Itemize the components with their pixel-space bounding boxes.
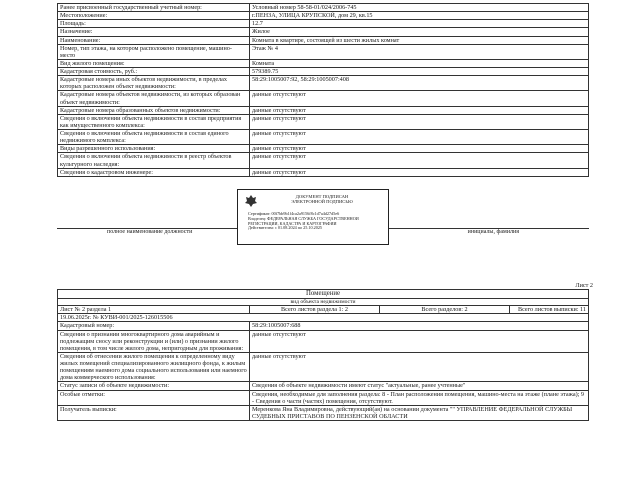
field-label: Местоположение: — [58, 12, 250, 20]
field-value: данные отсутствуют — [250, 106, 589, 114]
position-label: полное наименование должности — [107, 229, 193, 235]
table-row — [58, 114, 589, 129]
table-row — [58, 130, 589, 145]
object-type-subtitle: вид объекта недвижимости — [58, 298, 589, 305]
field-label: Виды разрешенного использования: — [58, 145, 250, 153]
field-value: Меренкова Яна Владимировна, действующий(ая) на основании документа "" УПРАВЛЕНИЕ ФЕДЕРАЛЬНОЙ СЛУЖБЫ СУДЕБНЫХ ПРИСТАВОВ ПО ПЕНЗЕНСКОЙ ОБЛАСТИ — [250, 405, 589, 420]
table-row — [58, 352, 589, 382]
table-row — [58, 59, 589, 67]
field-label: Кадастровые номера иных объектов недвижимости, в пределах которых расположен объект недвижимости: — [58, 76, 250, 91]
field-value: Сведения об объекте недвижимости имеют статус "актуальные, ранее учтенные" — [250, 382, 589, 390]
stamp-validity: Действителен: с 01.08.2024 по 25.10.2025 — [248, 226, 323, 231]
field-label: Площадь: — [58, 20, 250, 28]
object-details-table — [57, 3, 589, 177]
sections-count: Всего разделов: 2 — [380, 306, 510, 314]
sheet-number: Лист 2 — [575, 282, 593, 289]
field-value: данные отсутствуют — [250, 91, 589, 106]
stamp-certificate: Сертификат: 00f7bb9b1f4ca2a9156f8c1d7a4d27d5e6 — [248, 212, 340, 216]
field-value: Этаж № 4 — [250, 44, 589, 59]
field-value: данные отсутствуют — [250, 330, 589, 352]
table-row — [58, 168, 589, 176]
table-row — [58, 36, 589, 44]
field-value: данные отсутствуют — [250, 114, 589, 129]
field-value: данные отсутствуют — [250, 168, 589, 176]
table-row — [58, 382, 589, 390]
field-value: данные отсутствуют — [250, 153, 589, 168]
table-row — [58, 20, 589, 28]
field-label: Сведения о включении объекта недвижимости в состав предприятия как имущественного комплекса: — [58, 114, 250, 129]
stamp-owner: Владелец: ФЕДЕРАЛЬНАЯ СЛУЖБА ГОСУДАРСТВЕННОЙ — [248, 216, 359, 221]
table-row — [58, 106, 589, 114]
name-label: инициалы, фамилия — [467, 229, 519, 235]
cadastral-number-value: 58:29:1005007:688 — [250, 322, 589, 330]
field-label: Кадастровая стоимость, руб.: — [58, 68, 250, 76]
field-label: Кадастровые номера объектов недвижимости, из которых образован объект недвижимости: — [58, 91, 250, 106]
table-row — [58, 405, 589, 420]
field-label: Номер, тип этажа, на котором расположено помещение, машино-место — [58, 44, 250, 59]
field-label: Вид жилого помещения: — [58, 59, 250, 67]
table-row — [58, 44, 589, 59]
field-label: Сведения о кадастровом инженере: — [58, 168, 250, 176]
extract-date-number: 19.06.2025г. № КУВИ-001/2025-126015506 — [58, 314, 589, 322]
stamp-owner-cont: РЕГИСТРАЦИИ, КАДАСТРА И КАРТОГРАФИИ — [248, 221, 337, 226]
table-row — [58, 12, 589, 20]
table-row — [58, 153, 589, 168]
sheets-total: Всего листов выписки: 11 — [510, 306, 589, 314]
stamp-title — [260, 194, 384, 205]
field-label: Сведения об отнесении жилого помещения к определенному виду жилых помещений специализированного жилищного фонда, к жилым помещениям наемного дома социального использования или наемного дома коммерческого использования: — [58, 352, 250, 382]
field-label: Особые отметки: — [58, 390, 250, 405]
field-label: Сведения о включении объекта недвижимости в состав единого недвижимого комплекса: — [58, 130, 250, 145]
table-row — [58, 68, 589, 76]
field-value: Комната — [250, 59, 589, 67]
field-value: 579389.75 — [250, 68, 589, 76]
field-value: данные отсутствуют — [250, 130, 589, 145]
coat-of-arms-icon — [244, 194, 258, 208]
field-label: Получатель выписки: — [58, 405, 250, 420]
field-label: Наименование: — [58, 36, 250, 44]
field-label: Назначение: — [58, 28, 250, 36]
field-value: Комната в квартире, состоящей из шести жилых комнат — [250, 36, 589, 44]
field-label: Сведения о признании многоквартирного дома аварийным и подлежащим сносу или реконструкции и (или) о признании жилого помещения, в том числе жилого дома, непригодным для проживания: — [58, 330, 250, 352]
table-row — [58, 390, 589, 405]
field-label: Кадастровые номера образованных объектов недвижимости: — [58, 106, 250, 114]
field-label: Статус записи об объекте недвижимости: — [58, 382, 250, 390]
field-value: 12.7 — [250, 20, 589, 28]
stamp-lines — [248, 212, 384, 231]
field-value: данные отсутствуют — [250, 352, 589, 382]
object-type-title: Помещение — [58, 290, 589, 299]
sheet2-table — [57, 289, 589, 421]
table-row — [58, 4, 589, 12]
e-signature-stamp — [237, 189, 389, 245]
stamp-title-1: ДОКУМЕНТ ПОДПИСАН — [295, 194, 349, 199]
field-label: Ранее присвоенный государственный учетный номер: — [58, 4, 250, 12]
table-row — [58, 76, 589, 91]
field-value: Жилое — [250, 28, 589, 36]
stamp-title-2: ЭЛЕКТРОННОЙ ПОДПИСЬЮ — [291, 199, 353, 205]
sheets-in-section: Всего листов раздела 1: 2 — [250, 306, 380, 314]
table-row — [58, 28, 589, 36]
table-row — [58, 145, 589, 153]
field-value: данные отсутствуют — [250, 145, 589, 153]
field-value: Условный номер 58-58-01/024/2006-745 — [250, 4, 589, 12]
table-row — [58, 91, 589, 106]
field-value: 58:29:1005007:92, 58:29:1005007:408 — [250, 76, 589, 91]
field-value: г.ПЕНЗА, УЛИЦА КРУПСКОЙ, дом 29, кв.15 — [250, 12, 589, 20]
cadastral-number-label: Кадастровый номер: — [58, 322, 250, 330]
sheet-no: Лист № 2 раздела 1 — [58, 306, 250, 314]
field-value: Сведения, необходимые для заполнения раздела: 8 - План расположения помещения, машино-места на этаже (плане этажа); 9 - Сведения о части (частях) помещения, отсутствуют. — [250, 390, 589, 405]
table-row — [58, 330, 589, 352]
field-label: Сведения о включении объекта недвижимости в реестр объектов культурного наследия: — [58, 153, 250, 168]
